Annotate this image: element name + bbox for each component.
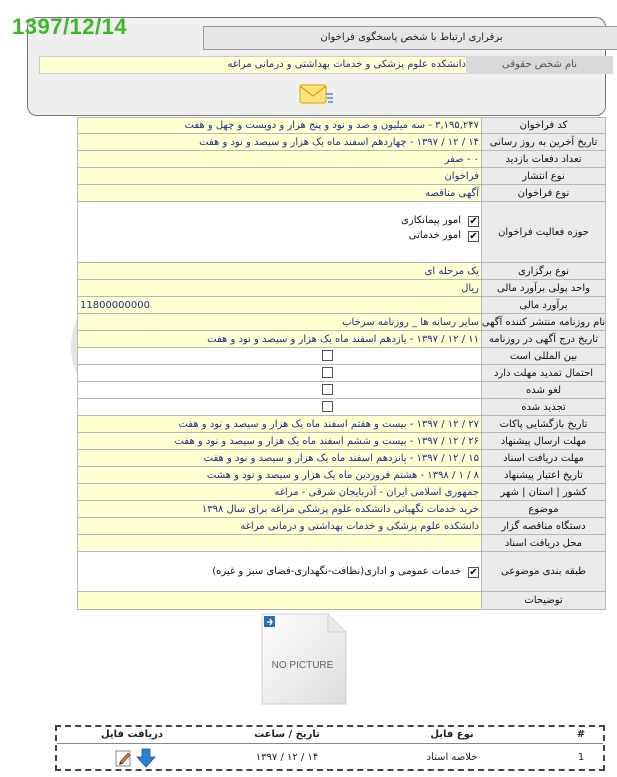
docs-deadline-value: ۱۵ / ۱۲ / ۱۳۹۷ - پانزدهم اسفند ماه یک هزار و سیصد و نود و هفت	[78, 450, 481, 466]
row-validity-date	[77, 467, 606, 484]
tender-type-label: نوع فراخوان	[481, 185, 605, 201]
checkbox-international[interactable]	[322, 350, 333, 361]
row-submit-deadline	[77, 433, 606, 450]
checkbox-renewed[interactable]	[322, 401, 333, 412]
row-description	[77, 592, 606, 610]
row-renewed	[77, 399, 606, 416]
row-estimate	[77, 297, 606, 314]
legal-person-label: نام شخص حقوقی	[466, 56, 613, 74]
checkbox-extension[interactable]	[322, 367, 333, 378]
legal-person-value: دانشکده علوم پزشکی و خدمات بهداشتی و درمانی مراغه	[39, 56, 471, 74]
row-visit-count	[77, 151, 606, 168]
row-extension	[77, 365, 606, 382]
checkbox-contracting-label: امور پیمانکاری	[401, 215, 461, 226]
no-picture-text: NO PICTURE	[271, 660, 334, 671]
row-subject	[77, 501, 606, 518]
visit-count-value: ۰ - صفر	[78, 151, 481, 167]
file-date: ۱۳۹۷ / ۱۲ / ۱۴	[255, 752, 319, 763]
estimate-value: 11800000000	[78, 297, 481, 313]
submit-deadline-value: ۲۶ / ۱۲ / ۱۳۹۷ - بیست و ششم اسفند ماه یک هزار و سیصد و نود و هفت	[78, 433, 481, 449]
row-tender-code	[77, 117, 606, 134]
row-activity-field	[77, 202, 606, 263]
col-download: دریافت فایل	[101, 729, 163, 740]
holding-type-value: یک مرحله ای	[78, 263, 481, 279]
holding-type-label: نوع برگزاری	[481, 263, 605, 279]
subject-value: خرید خدمات نگهبانی دانشکده علوم پزشکی مراغه برای سال ۱۳۹۸	[78, 501, 481, 517]
opening-date-label: تاریخ بازگشایی پاکات	[481, 416, 605, 432]
edit-icon[interactable]	[116, 751, 130, 766]
row-opening-date	[77, 416, 606, 433]
file-download-actions	[112, 748, 162, 777]
no-picture-placeholder	[260, 612, 355, 707]
files-table-header	[57, 727, 603, 744]
checkbox-services[interactable]: ✔	[469, 231, 478, 242]
last-update-label: تاریخ آخرین به روز رسانی	[481, 134, 605, 150]
col-file-type: نوع فایل	[430, 729, 474, 740]
row-newspaper	[77, 314, 606, 331]
row-docs-location	[77, 535, 606, 552]
opening-date-value: ۲۷ / ۱۲ / ۱۳۹۷ - بیست و هفتم اسفند ماه یک هزار و سیصد و نود و هفت	[78, 416, 481, 432]
docs-location-value	[78, 535, 481, 551]
tender-type-value: آگهی مناقصه	[78, 185, 481, 201]
file-type: خلاصه اسناد	[426, 752, 478, 763]
checkbox-contracting[interactable]: ✔	[469, 216, 478, 227]
submit-deadline-label: مهلت ارسال پیشنهاد	[481, 433, 605, 449]
currency-value: ریال	[78, 280, 481, 296]
docs-deadline-label: مهلت دریافت اسناد	[481, 450, 605, 466]
row-currency	[77, 280, 606, 297]
row-last-update	[77, 134, 606, 151]
newspaper-label: نام روزنامه منتشر کننده آگهی	[481, 314, 605, 330]
tender-details-table	[77, 117, 606, 610]
envelope-icon[interactable]	[296, 80, 334, 110]
renewed-label: تجدید شده	[481, 399, 605, 415]
validity-date-label: تاریخ اعتبار پیشنهاد	[481, 467, 605, 483]
estimate-label: برآورد مالی	[481, 297, 605, 313]
download-arrow-icon[interactable]	[137, 749, 155, 767]
row-docs-deadline	[77, 450, 606, 467]
tender-code-value: ۳,۱۹۵,۲۴۷ - سه میلیون و صد و نود و پنج هزار و دویست و چهل و هفت	[78, 118, 481, 133]
location-value: جمهوری اسلامی ایران - آذربایجان شرقی - مراغه	[78, 484, 481, 500]
row-tender-type	[77, 185, 606, 202]
organizer-label: دستگاه مناقصه گزار	[481, 518, 605, 534]
date-stamp: 1397/12/14	[12, 14, 128, 39]
validity-date-value: ۸ / ۱ / ۱۳۹۸ - هشتم فروردین ماه یک هزار و سیصد و نود و هشت	[78, 467, 481, 483]
activity-field-label: حوزه فعالیت فراخوان	[481, 202, 605, 262]
category-label: طبقه بندی موضوعی	[481, 552, 605, 591]
cancelled-label: لغو شده	[481, 382, 605, 398]
newspaper-date-value: ۱۱ / ۱۲ / ۱۳۹۷ - یازدهم اسفند ماه یک هزار و سیصد و نود و هفت	[78, 331, 481, 347]
organizer-value: دانشکده علوم پزشکی و خدمات بهداشتی و درمانی مراغه	[78, 518, 481, 534]
location-label: کشور | استان | شهر	[481, 484, 605, 500]
row-location	[77, 484, 606, 501]
docs-location-label: محل دریافت اسناد	[481, 535, 605, 551]
publish-type-value: فراخوان	[78, 168, 481, 184]
subject-label: موضوع	[481, 501, 605, 517]
currency-label: واحد پولی برآورد مالی	[481, 280, 605, 296]
publish-type-label: نوع انتشار	[481, 168, 605, 184]
row-holding-type	[77, 263, 606, 280]
newspaper-value: سایر رسانه ها _ روزنامه سرخاب	[78, 314, 481, 330]
contact-responder-button[interactable]: برقراری ارتباط با شخص پاسخگوی فراخوان	[203, 26, 617, 50]
row-organizer	[77, 518, 606, 535]
checkbox-category-label: خدمات عمومی و اداری(نظافت-نگهداری-فضای سبز و غیره)	[212, 566, 461, 577]
extension-label: احتمال تمدید مهلت دارد	[481, 365, 605, 381]
file-number: 1	[577, 752, 585, 763]
international-label: بین المللی است	[481, 348, 605, 364]
row-international	[77, 348, 606, 365]
description-value	[78, 592, 481, 609]
visit-count-label: تعداد دفعات بازدید	[481, 151, 605, 167]
newspaper-date-label: تاریخ درج آگهی در روزنامه	[481, 331, 605, 347]
tender-code-label: کد فراخوان	[481, 118, 605, 133]
checkbox-cancelled[interactable]	[322, 384, 333, 395]
legal-person-row	[39, 56, 617, 74]
checkbox-services-label: امور خدماتی	[408, 230, 461, 241]
files-table	[55, 725, 605, 771]
col-date: تاریخ / ساعت	[254, 729, 320, 740]
checkbox-category[interactable]: ✔	[469, 567, 478, 578]
last-update-value: ۱۴ / ۱۲ / ۱۳۹۷ - چهاردهم اسفند ماه یک هزار و سیصد و نود و هفت	[78, 134, 481, 150]
description-label: توضیحات	[481, 592, 605, 609]
row-newspaper-date	[77, 331, 606, 348]
col-number: #	[576, 729, 586, 740]
row-publish-type	[77, 168, 606, 185]
row-cancelled	[77, 382, 606, 399]
row-category	[77, 552, 606, 592]
table-row	[57, 746, 603, 770]
